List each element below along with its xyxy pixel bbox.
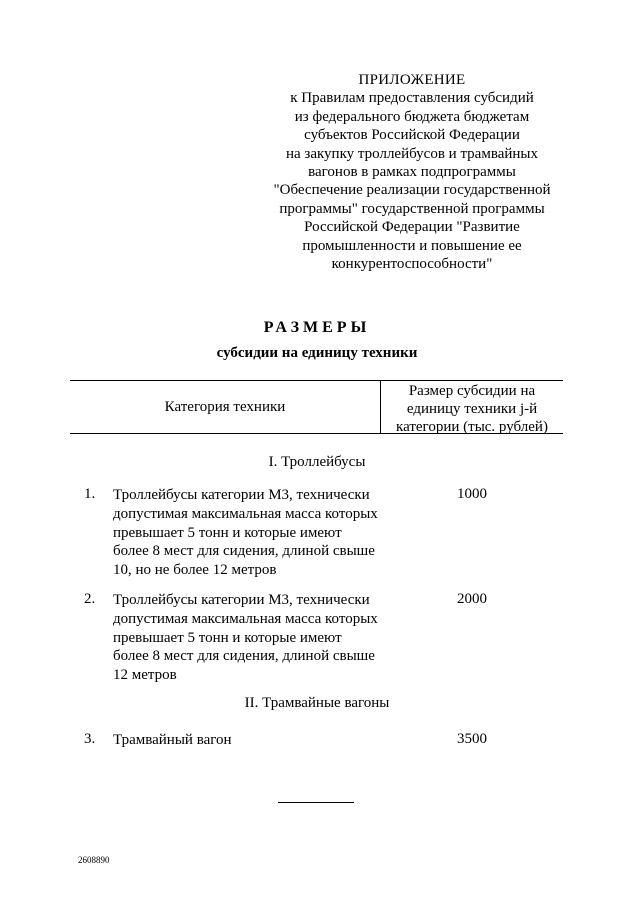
row-description-line: допустимая максимальная масса которых (113, 610, 378, 627)
row-description (113, 486, 383, 580)
column-header-amount-line: единицу техники j-й (406, 401, 538, 417)
row-amount: 2000 (457, 591, 487, 607)
appendix-title: ПРИЛОЖЕНИЕ (358, 72, 466, 88)
row-amount: 3500 (457, 731, 487, 747)
column-header-amount-line: Размер субсидии на (408, 383, 536, 399)
row-description-line: 12 метров (113, 667, 177, 684)
appendix-line: к Правилам предоставления субсидий (290, 90, 534, 107)
document-code: 2608890 (78, 855, 110, 865)
section-title-trams: II. Трамвайные вагоны (244, 695, 390, 711)
row-description-line: превышает 5 тонн и которые имеют (113, 524, 342, 541)
column-header-amount-line: категории (тыс. рублей) (396, 419, 548, 435)
appendix-block (262, 71, 562, 273)
row-amount: 1000 (457, 486, 487, 502)
document-subheading: субсидии на единицу техники (216, 345, 418, 361)
appendix-line: конкурентоспособности" (331, 256, 493, 273)
row-description-line: Троллейбусы категории М3, технически (113, 592, 370, 608)
closing-rule (278, 802, 354, 803)
appendix-line: на закупку троллейбусов и трамвайных (285, 145, 539, 162)
row-description-line: превышает 5 тонн и которые имеют (113, 629, 342, 646)
row-number: 3. (84, 731, 96, 747)
row-description-line: более 8 мест для сидения, длиной свыше (113, 648, 375, 665)
appendix-line: промышленности и повышение ее (302, 237, 522, 254)
row-description-line: Троллейбусы категории М3, технически (113, 487, 370, 503)
row-description (113, 731, 383, 750)
column-header-amount (381, 382, 563, 436)
row-number: 2. (84, 591, 96, 607)
appendix-line: вагонов в рамках подпрограммы (308, 164, 516, 181)
column-header-category: Категория техники (164, 399, 286, 415)
row-description-line: более 8 мест для сидения, длиной свыше (113, 543, 375, 560)
row-description-line: допустимая максимальная масса которых (113, 505, 378, 522)
appendix-line: "Обеспечение реализации государственной (273, 182, 551, 199)
section-title-trolleybuses: I. Троллейбусы (268, 454, 366, 470)
table-top-rule (70, 380, 563, 381)
row-description-line: Трамвайный вагон (113, 732, 232, 748)
document-heading: РАЗМЕРЫ (263, 319, 371, 336)
appendix-line: программы" государственной программы (279, 200, 545, 217)
appendix-line: субъектов Российской Федерации (304, 127, 520, 144)
row-description-line: 10, но не более 12 метров (113, 562, 277, 579)
row-description (113, 591, 383, 685)
appendix-line: Российской Федерации "Развитие (304, 219, 520, 236)
appendix-line: из федерального бюджета бюджетам (294, 108, 530, 125)
row-number: 1. (84, 486, 96, 502)
